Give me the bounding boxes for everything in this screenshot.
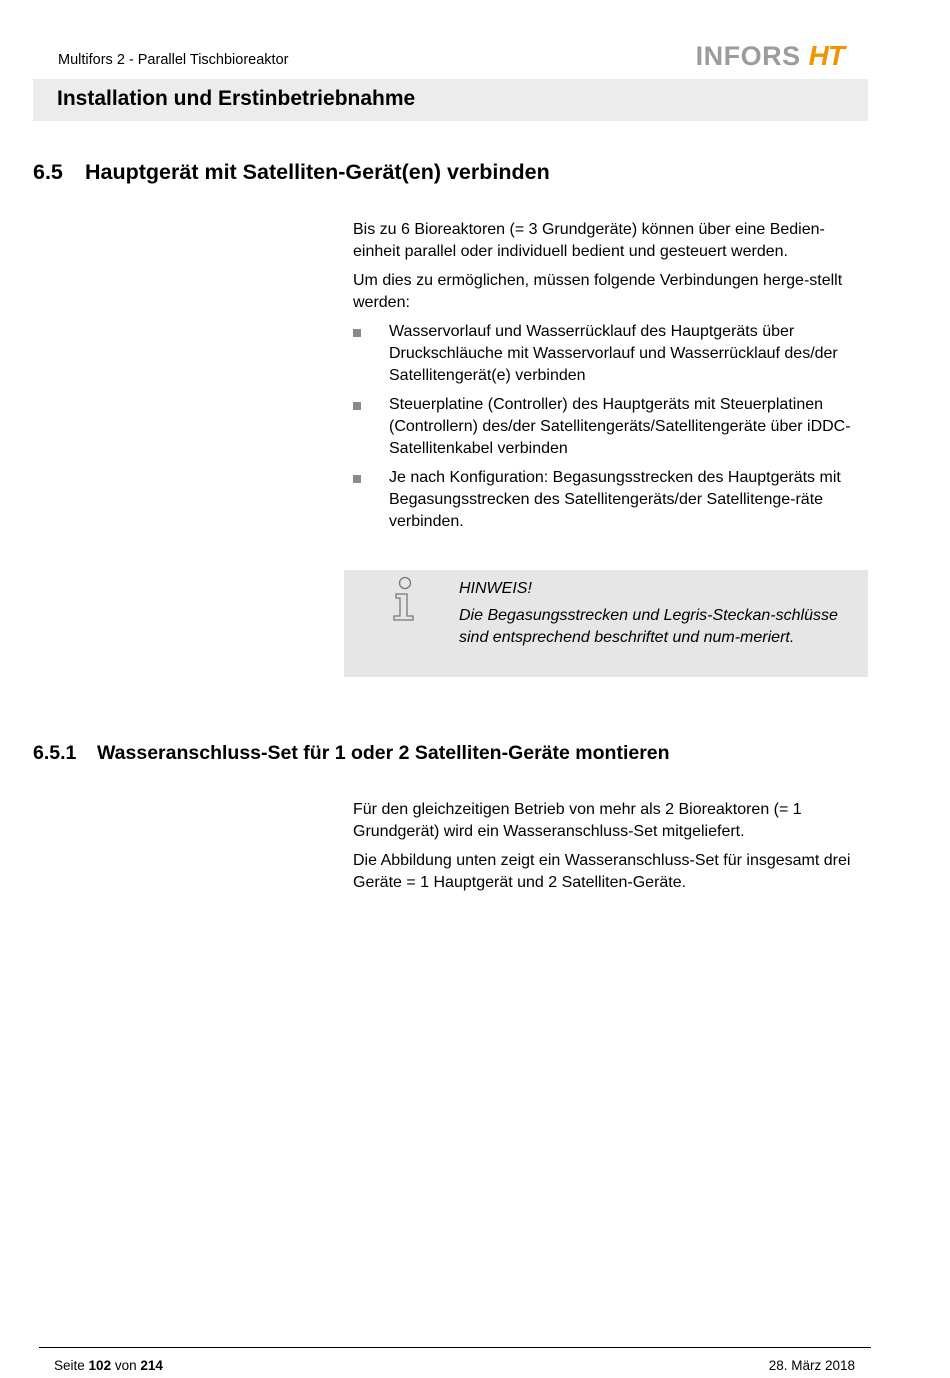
paragraph: Bis zu 6 Bioreaktoren (= 3 Grundgeräte) können über eine Bedien-einheit parallel oder individuell bedient und gesteuert werden. — [353, 221, 825, 260]
paragraph: Für den gleichzeitigen Betrieb von mehr als 2 Bioreaktoren (= 1 Grundgerät) wird ein Wasseranschluss-Set mitgeliefert. — [353, 801, 802, 840]
note-text-block — [459, 578, 854, 650]
document-title: Multifors 2 - Parallel Tischbioreaktor — [58, 52, 289, 68]
section-heading — [33, 160, 550, 185]
list-item — [353, 467, 868, 533]
subsection-title: Wasseranschluss-Set für 1 oder 2 Satelliten-Geräte montieren — [97, 742, 670, 764]
footer-divider — [39, 1347, 871, 1348]
bullet-list — [353, 321, 868, 533]
page-of: von — [114, 1358, 137, 1373]
document-date: 28. März 2018 — [768, 1358, 855, 1373]
bullet-square-icon — [353, 475, 361, 483]
list-item-text: Je nach Konfiguration: Begasungsstrecken des Hauptgeräts mit Begasungsstrecken des Satellitengeräts/der Satellitenge-räte verbinden. — [389, 469, 841, 530]
bullet-square-icon — [353, 402, 361, 410]
list-item — [353, 321, 868, 387]
section-body — [353, 219, 868, 540]
info-icon — [390, 576, 416, 622]
logo-text: INFORS — [695, 40, 801, 71]
chapter-header — [33, 79, 868, 121]
section-number: 6.5 — [33, 160, 63, 184]
infors-ht-logo — [696, 40, 844, 72]
list-item-text: Wasservorlauf und Wasserrücklauf des Hauptgeräts über Druckschläuche mit Wasservorlauf und Wasserrücklauf des/der Satellitengerät(e) verbinden — [389, 323, 838, 384]
subsection-body — [353, 799, 868, 901]
note-body: Die Begasungsstrecken und Legris-Steckan-schlüsse sind entsprechend beschriftet und num-meriert. — [459, 606, 838, 646]
list-item-text: Steuerplatine (Controller) des Hauptgeräts mit Steuerplatinen (Controllern) des/der Satellitengeräts/Satellitengeräte über iDDC-Satellitenkabel verbinden — [389, 396, 851, 457]
note-box — [344, 570, 868, 677]
list-item — [353, 394, 868, 460]
section-title: Hauptgerät mit Satelliten-Gerät(en) verbinden — [85, 160, 550, 184]
subsection-number: 6.5.1 — [33, 742, 77, 764]
page-prefix: Seite — [54, 1358, 85, 1373]
paragraph: Die Abbildung unten zeigt ein Wasseranschluss-Set für insgesamt drei Geräte = 1 Hauptgerät und 2 Satelliten-Geräte. — [353, 852, 851, 891]
bullet-square-icon — [353, 329, 361, 337]
subsection-heading — [33, 742, 670, 765]
total-pages: 214 — [140, 1358, 163, 1373]
note-heading: HINWEIS! — [459, 580, 532, 597]
paragraph: Um dies zu ermöglichen, müssen folgende Verbindungen herge-stellt werden: — [353, 272, 843, 311]
current-page: 102 — [88, 1358, 112, 1373]
logo-mark: HT — [808, 40, 844, 71]
page-number — [54, 1358, 163, 1373]
chapter-title: Installation und Erstinbetriebnahme — [57, 87, 416, 110]
